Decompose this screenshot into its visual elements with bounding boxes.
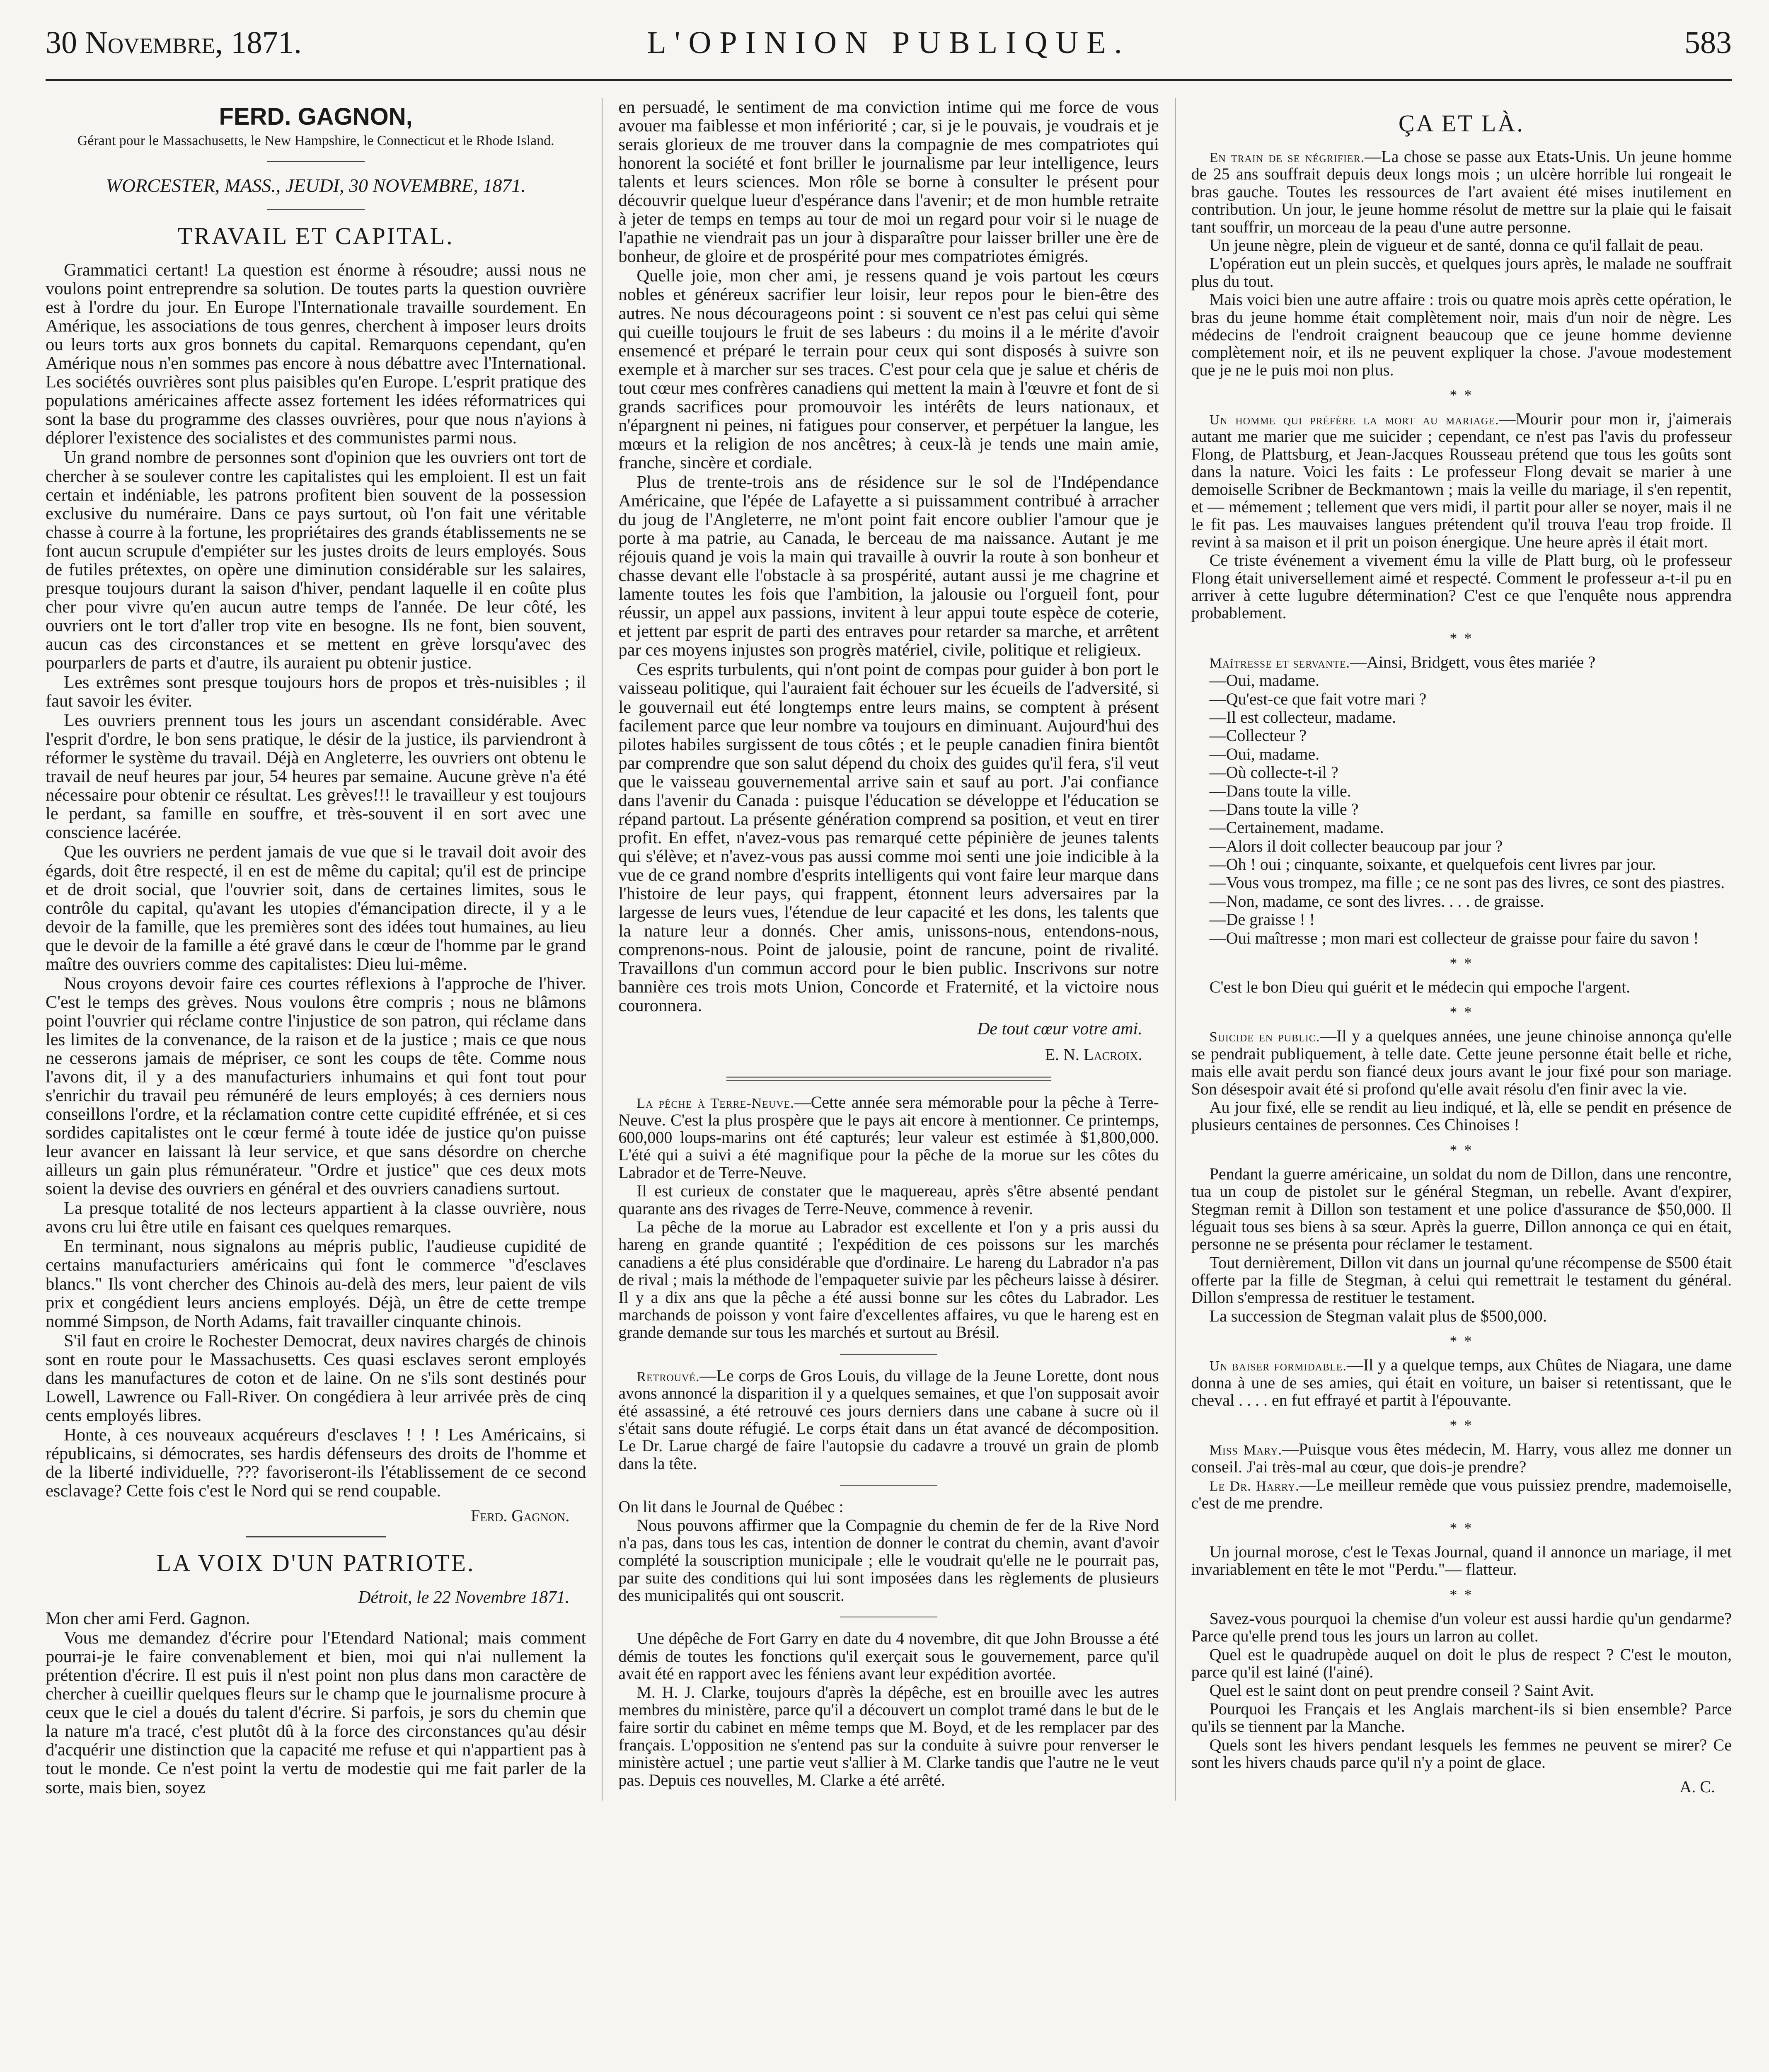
paragraph: Honte, à ces nouveaux acquéreurs d'esclaves ! ! ! Les Américains, si républicains, si démocrates, ses hardis défenseurs des droits de l'homme et de la liberté individuelle, ??? favoriseront-ils l'établissement de ce second esclavage? Cette fois c'est le Nord qui se rend coupable. xyxy=(46,1425,586,1501)
separator-stars: * * xyxy=(1450,1520,1474,1536)
place-date: Détroit, le 22 Novembre 1871. xyxy=(358,1588,570,1607)
question: Quel est le quadrupède auquel on doit le plus de respect ? C'est le mouton, parce qu'il est lainé (l'ainé). xyxy=(1191,1645,1732,1681)
masthead xyxy=(46,17,1732,81)
dialog-line: —Vous vous trompez, ma fille ; ce ne sont pas des livres, ce sont des piastres. xyxy=(1209,873,1725,892)
news-item xyxy=(618,1094,1159,1181)
paragraph: Nous croyons devoir faire ces courtes réflexions à l'approche de l'hiver. C'est le temps des grèves. Nous voulons être compris ; nous ne blâmons point l'ouvrier qui réclame contre l'injustice de son patron, qui réclame dans les limites de la convenance, de la raison et de la justice ; mais ce que nous ne cesserons jamais de mépriser, ce sont les coups de tête. Comme nous l'avons dit, il y a des manufacturiers inhumains et qui font tout pour s'enrichir du travail peu rémunéré de leurs employés; à ces derniers nous conseillons l'ordre, et la réclamation contre cette cupidité effrénée, et si ces sordides capitalistes ont le cœur fermé à toute idée de justice qu'on puisse leur avancer en laissant là leur service, et que sans désordre on cherche ailleurs un gain plus rémunérateur. "Ordre et justice" que ces deux mots soient la devise des ouvriers en général et des ouvriers canadiens surtout. xyxy=(46,973,586,1199)
dialog-line: —Collecteur ? xyxy=(1209,726,1307,745)
letter-closing: De tout cœur votre ami. xyxy=(977,1019,1142,1039)
item: Pendant la guerre américaine, un soldat du nom de Dillon, dans une rencontre, tua un coup de pistolet sur le général Stegman, un rebelle. Avant d'expirer, Stegman remit à Dillon son testament et une police d'assurance de $50,000. Il léguait tous ses biens à sa sœur. Après la guerre, Dillon annonça ce qui en était, personne ne se présenta pour réclamer le testament. xyxy=(1191,1164,1732,1254)
dialog-line: —Alors il doit collecter beaucoup par jour ? xyxy=(1209,836,1503,855)
article-title-voix: LA VOIX D'UN PATRIOTE. xyxy=(156,1549,475,1577)
dialog-line: —Oui, madame. xyxy=(1209,671,1320,690)
item: Au jour fixé, elle se rendit au lieu indiqué, et là, elle se pendit en présence de plusieurs centaines de personnes. Ces Chinoises ! xyxy=(1191,1097,1732,1134)
news-lead: La pêche à Terre-Neuve. xyxy=(636,1096,794,1111)
quebec-paragraph: Nous pouvons affirmer que la Compagnie du chemin de fer de la Rive Nord n'a pas, dans tous les cas, intention de donner le contrat du chemin, avant d'avoir complété la souscription municipale ; elle le voudrait qu'elle ne le pourrait pas, par suite des conditions qui lui sont imposées dans les règlements de plusieurs des municipalités qui ont souscrit. xyxy=(618,1515,1159,1605)
question: Quels sont les hivers pendant lesquels les femmes ne peuvent se mirer? Ce sont les hivers chauds parce qu'il n'y a point de glace. xyxy=(1191,1735,1732,1772)
paragraph: Un grand nombre de personnes sont d'opinion que les ouvriers ont tort de chercher à se soulever contre les capitalistes qui les emploient. Il est un fait certain et indéniable, les patrons profitent bien souvent de la possession exclusive du numéraire. Dans ce pays surtout, où l'on fait une véritable chasse à courre à la fortune, les propriétaires des grands établissements ne se font aucun scrupule d'empiéter sur les justes droits de leurs employés. Sous de futiles prétextes, on opère une diminution considérable sur les salaires, presque toujours durant la saison d'hiver, pendant laquelle il en coûte plus cher pour vivre qu'en aucun autre temps de l'année. De leur côté, les ouvriers ont le tort d'aller trop vite en besogne. Ils ne font, bien souvent, aucun cas des circonstances et se mettent en grève lorsqu'avec des pourparlers de parts et d'autre, ils auraient pu obtenir justice. xyxy=(46,448,586,673)
item-lead: En train de se négrifier. xyxy=(1209,150,1365,165)
item-lead: Un baiser formidable. xyxy=(1209,1358,1347,1374)
separator-stars: * * xyxy=(1450,1417,1474,1434)
salutation: Mon cher ami Ferd. Gagnon. xyxy=(46,1609,250,1629)
question: Savez-vous pourquoi la chemise d'un voleur est aussi hardie qu'un gendarme? Parce qu'elle prend tous les jours un larron au collet. xyxy=(1191,1609,1732,1646)
dialog-line: —Qu'est-ce que fait votre mari ? xyxy=(1209,689,1427,708)
item xyxy=(1191,1027,1732,1098)
item: Mais voici bien une autre affaire : trois ou quatre mois après cette opération, le bras du jeune homme était complètement noir, mais d'un noir de nègre. Les médecins de l'endroit craignent beaucoup que ce jeune homme devienne complètement noir, et ils ne peuvent expliquer la chose. J'avoue modestement que je ne le puis moi non plus. xyxy=(1191,290,1732,379)
issue-date: 30 Novembre, 1871. xyxy=(46,25,302,60)
article-travail-body xyxy=(46,261,586,1500)
item: La succession de Stegman valait plus de $500,000. xyxy=(1209,1306,1547,1325)
columns xyxy=(46,98,1732,1801)
item: Un journal morose, c'est le Texas Journal, quand il annonce un mariage, il met invariablement en tête le mot "Perdu."— flatteur. xyxy=(1191,1542,1732,1579)
item-text: —Puisque vous êtes médecin, M. Harry, vous allez me donner un conseil. J'ai très-mal au cœur, que dois-je prendre? xyxy=(1191,1440,1732,1476)
news-text: La pêche de la morue au Labrador est excellente et l'on y a pris aussi du hareng en grande quantité ; l'expédition de ces poissons sur les marchés canadiens a été plus considérable que d'ordinaire. Le hareng du Labrador n'a pas de rival ; mais la méthode de l'empaqueter suivie par les pêcheurs laisse à désirer. Il y a dix ans que la pêche a été aussi bonne sur les côtes du Labrador. Les marchands de poisson y vont faire d'excellentes affaires, vu que le hareng est en grande demande sur tous les marchés et surtout au Brésil. xyxy=(618,1218,1159,1342)
dialog-line: —Dans toute la ville ? xyxy=(1209,799,1359,818)
paragraph: Une dépêche de Fort Garry en date du 4 novembre, dit que John Brousse a été démis de toutes les fonctions qu'il exerçait sous le gouvernement, parce qu'il avait été en rapport avec les féniens avant leur expédition avortée. xyxy=(618,1629,1159,1683)
news-text: —Cette année sera mémorable pour la pêche à Terre-Neuve. C'est la plus prospère que le pays ait encore à mentionner. Ce printemps, 600,000 loups-marins ont été capturés; leur valeur est estimée à $1,800,000. L'été qui a suivi a été magnifique pour la pêche de la morue sur les côtes du Labrador et de Terre-Neuve. xyxy=(618,1093,1159,1182)
item-lead: Maîtresse et servante. xyxy=(1209,655,1350,671)
column-2 xyxy=(618,98,1175,1801)
dialog-line: —Non, madame, ce sont des livres. . . . de graisse. xyxy=(1209,891,1544,910)
rule xyxy=(726,1077,1051,1081)
dateline: WORCESTER, MASS., JEUDI, 30 NOVEMBRE, 1871. xyxy=(106,175,526,196)
item-lead: Un homme qui préfère la mort au mariage. xyxy=(1209,412,1499,428)
paragraph: en persuadé, le sentiment de ma conviction intime qui me force de vous avouer ma faiblesse et mon infériorité ; car, si je le pouvais, je voudrais et je serais glorieux de me trouver dans la compagnie de mes compatriotes qui honorent la société et font briller le journalisme par leur intelligence, leurs talents et leurs sciences. Mon rôle se borne à consulter le présent pour découvrir quelque lueur d'espérance dans l'avenir; et de mon humble retraite à jeter de temps en temps au tour de moi un regard pour voir si le nuage de l'apathie ne viendrait pas un jour à disparaître pour laisser briller une ère de bonheur, de gloire et de prospérité pour mes compatriotes émigrés. xyxy=(618,97,1159,266)
article-title-travail: TRAVAIL ET CAPITAL. xyxy=(177,223,454,249)
editor-role: Gérant pour le Massachusetts, le New Hampshire, le Connecticut et le Rhode Island. xyxy=(77,133,554,148)
item: Ce triste événement a vivement ému la ville de Platt burg, où le professeur Flong était universellement aimé et respecté. Comment le professeur a-t-il pu en arriver à cette lugubre détermination? C'est ce que l'enquête nous apprendra probablement. xyxy=(1191,551,1732,622)
item: Un jeune nègre, plein de vigueur et de santé, donna ce qu'il fallait de peau. xyxy=(1209,235,1704,254)
paragraph: Quelle joie, mon cher ami, je ressens quand je vois partout les cœurs nobles et généreux sacrifier leur loisir, leur repos pour le bien-être des autres. Ne nous décourageons point : si souvent ce n'est pas celui qui sème qui cueille toujours le fruit de ses labeurs : du moins il a le mérite d'avoir ensemencé et préparé le terrain pour ceux qui sont disposés à suivre son exemple et à marcher sur ses traces. C'est pour cela que je salue et chéris de tout cœur mes confrères canadiens qui mettent la main à l'œuvre et font de si grands sacrifices pour promouvoir les intérêts de leurs nationaux, et n'épargnent ni peines, ni fatigues pour conserver, et perpétuer la langue, les mœurs et la religion de nos ancêtres; à ceux-là je tends une main amie, franche, sincère et cordiale. xyxy=(618,266,1159,472)
news-items xyxy=(618,1094,1159,1789)
dialog-line: —Dans toute la ville. xyxy=(1209,781,1351,800)
proverb: C'est le bon Dieu qui guérit et le médecin qui empoche l'argent. xyxy=(1209,978,1631,997)
section-title-ca-et-la: ÇA ET LÀ. xyxy=(1398,110,1525,137)
dialog-line: —Oui, madame. xyxy=(1209,744,1320,763)
news-item xyxy=(618,1218,1159,1341)
item-text: —Ainsi, Bridgett, vous êtes mariée ? xyxy=(1350,652,1596,671)
paragraph: Grammatici certant! La question est énorme à résoudre; aussi nous ne voulons point entreprendre sa solution. De toutes parts la question ouvrière est à l'ordre du jour. En Europe l'Internationale travaille sourdement. En Amérique, les associations de tous genres, cherchent à imposer leurs droits ou leurs torts aux gros bonnets du capital. Remarquons cependant, qu'en Amérique nous n'en sommes pas encore à nous débattre avec l'International. Les sociétés ouvrières sont plus paisibles qu'en Europe. L'esprit pratique des populations américaines affecte assez fortement les idées réformatrices qui sont la base du programme des classes ouvrières, pour que nous n'ayions à déplorer l'existence des socialistes et des communistes parmi nous. xyxy=(46,260,586,448)
rule xyxy=(840,1354,937,1355)
separator-stars: * * xyxy=(1450,1004,1474,1021)
news-text: Il est curieux de constater que le maquereau, après s'être absenté pendant quarante ans des rivages de Terre-Neuve, commence à revenir. xyxy=(618,1181,1159,1218)
dialog-line: —Où collecte-t-il ? xyxy=(1209,763,1338,782)
item-lead: Le Dr. Harry. xyxy=(1209,1479,1300,1494)
section-signature: A. C. xyxy=(1679,1777,1715,1796)
rule xyxy=(267,161,365,162)
paragraph: S'il faut en croire le Rochester Democrat, deux navires chargés de chinois sont en route pour le Massachusetts. Ces quasi esclaves seront employés dans les manufactures de coton et de laine. On ne s'ils sont destinés pour Lowell, Lawrence ou Fall-River. On congédiera à leur arrivée près de cinq cents employés libres. xyxy=(46,1331,586,1425)
item-text: —Il y a quelques années, une jeune chinoise annonça qu'elle se pendrait publiquement, à telle date. Cette jeune personne était belle et riche, mais elle avait perdu son fiancé deux jours avant le jour fixé pour son mariage. Son désespoir avait été si profond qu'elle avait résolu d'en finir avec la vie. xyxy=(1191,1026,1732,1098)
item-text: —Le meilleur remède que vous puissiez prendre, mademoiselle, c'est de me prendre. xyxy=(1191,1476,1732,1512)
separator-stars: * * xyxy=(1450,1141,1474,1158)
newspaper-title: L'OPINION PUBLIQUE. xyxy=(647,25,1130,60)
paragraph: La presque totalité de nos lecteurs appartient à la classe ouvrière, nous avons cru lui être utile en faisant ces quelques remarques. xyxy=(46,1198,586,1237)
question: Quel est le saint dont on peut prendre conseil ? Saint Avit. xyxy=(1209,1681,1594,1700)
rule xyxy=(267,209,365,210)
separator-stars: * * xyxy=(1450,955,1474,972)
item-lead: Miss Mary. xyxy=(1209,1443,1282,1458)
separator-stars: * * xyxy=(1450,629,1474,646)
dialog xyxy=(1191,672,1732,947)
news-item xyxy=(618,1367,1159,1472)
item xyxy=(1191,410,1732,551)
question: Pourquoi les Français et les Anglais marchent-ils si bien ensemble? Parce qu'ils se tiennent par la Manche. xyxy=(1191,1699,1732,1736)
rule xyxy=(246,1536,386,1537)
dialog-intro xyxy=(1191,654,1732,671)
column-3 xyxy=(1191,98,1732,1801)
item xyxy=(1191,148,1732,236)
letter-signature: E. N. Lacroix. xyxy=(1045,1045,1142,1064)
item xyxy=(1191,1440,1732,1476)
separator-stars: * * xyxy=(1450,1586,1474,1603)
paragraph: Les extrêmes sont presque toujours hors de propos et très-nuisibles ; il faut savoir les éviter. xyxy=(46,673,586,711)
page-number: 583 xyxy=(1684,25,1732,60)
dialog-line: —Certainement, madame. xyxy=(1209,818,1384,837)
news-lead: Retrouvé. xyxy=(636,1369,700,1385)
paragraph: En terminant, nous signalons au mépris public, l'audieuse cupidité de certains manufacturiers américains qui font le commerce "d'esclaves blancs." Ils vont chercher des Chinois au-delà des mers, leur paient de vils prix et congédient leurs anciens employés. Déjà, un être de cette trempe nommé Simpson, de North Adams, fait travailler cinquante chinois. xyxy=(46,1237,586,1331)
dialog-line: —Oui maîtresse ; mon mari est collecteur de graisse pour faire du savon ! xyxy=(1209,928,1699,947)
dialog-line: —Il est collecteur, madame. xyxy=(1209,707,1396,726)
quebec-intro: On lit dans le Journal de Québec : xyxy=(618,1497,844,1516)
separator-stars: * * xyxy=(1450,1333,1474,1350)
paragraph: Que les ouvriers ne perdent jamais de vue que si le travail doit avoir des égards, doit être respecté, il en est de même du capital; qu'il est de principe et de droit social, que l'ouvrier soit, dans de certaines limites, sous le contrôle du capital, qu'avant les utopies d'émancipation directe, il y a le devoir de la famille, que les premières sont des idées tout humaines, au lieu que le devoir de la famille a été gravé dans le cœur de l'homme par le grand maître des ouvriers comme des capitalistes: Dieu lui-même. xyxy=(46,842,586,974)
paragraph: Ces esprits turbulents, qui n'ont point de compas pour guider à bon port le vaisseau politique, qui l'auraient fait échouer sur les écueils de l'adversité, si le gouvernail eut été longtemps entre leurs mains, se comptent à présent facilement parce que leur nombre va toujours en diminuant. Aujourd'hui des pilotes habiles surgissent de tous côtés ; et le peuple canadien finira bientôt par comprendre que son salut dépend du choix des guides qu'il fera, s'il veut que le vaisseau gouvernemental arrive sain et sauf au port. J'ai confiance dans l'avenir du Canada : puisque l'éducation se développe et l'éducation se répand partout. La présente génération comprend sa position, et veut en tirer profit. En effet, n'avez-vous pas remarqué cette pépinière de jeunes talents qui s'élève; et n'avez-vous pas aussi comme moi senti une joie indicible à la vue de ce grand nombre d'esprits intelligents qui vont faire leur marque dans l'histoire de leur pays, qui frappent, étonnent leurs adversaires par la largesse de leurs vues, l'étendue de leur capacité et les dons, les talents que la nature leur a donnés. Cher amis, unissons-nous, entendons-nous, comprenons-nous. Point de jalousie, point de rancune, point de rivalité. Travaillons d'un commun accord pour le bien public. Inscrivons sur notre bannière ces trois mots Union, Concorde et Fraternité, et la victoire nous couronnera. xyxy=(618,660,1159,1016)
item: Tout dernièrement, Dillon vit dans un journal qu'une récompense de $500 était offerte par la fille de Stegman, à celui qui remettrait le testament du général. Dillon s'empressa de restituer le testament. xyxy=(1191,1253,1732,1307)
rule xyxy=(840,1485,937,1486)
editor-name: FERD. GAGNON, xyxy=(219,103,413,130)
item-text: —Mourir pour mon ir, j'aimerais autant me marier que me suicider ; cependant, ce n'est pas l'avis du professeur Flong, de Plattsburg, et Jean-Jacques Rousseau prétend que tous les goûts sont dans la nature. Voici les faits : Le professeur Flong devait se marier à une demoiselle Scribner de Beckmantown ; mais la veille du mariage, il s'en repentit, et — mémement ; tellement que vers midi, il partit pour aller se noyer, mais il ne le fit pas. Les mauvaises langues prétendent qu'il trouva l'eau trop froide. Il revint à sa maison et il prit un poison énergique. Une heure après il était mort. xyxy=(1191,409,1732,551)
article-signature: Ferd. Gagnon. xyxy=(471,1506,570,1525)
item-text: —La chose se passe aux Etats-Unis. Un jeune homme de 25 ans souffrait depuis deux longs mois ; un ulcère horrible lui rongeait le bras gauche. Toutes les ressources de l'art avaient été mises inutilement en contribution. Un jour, le jeune homme résolut de mettre sur la plaie qui le faisait tant souffrir, un morceau de la peau d'une autre personne. xyxy=(1191,147,1732,236)
item-text: —Il y a quelque temps, aux Chûtes de Niagara, une dame donna à une de ses amies, qui était en voiture, un baiser si retentissant, que le cheval . . . . en fut effrayé et partit à l'épouvante. xyxy=(1191,1356,1732,1410)
column-1 xyxy=(46,98,603,1801)
item xyxy=(1191,1356,1732,1409)
item: L'opération eut un plein succès, et quelques jours après, le malade ne souffrait plus du tout. xyxy=(1191,254,1732,290)
dialog-line: —De graisse ! ! xyxy=(1209,910,1315,929)
paragraph: Vous me demandez d'écrire pour l'Etendard National; mais comment pourrai-je le faire convenablement et bien, moi qui n'ai nullement la prétention d'écrire. Il est puis il n'est point non plus dans mon caractère de chercher à cueillir quelques fleurs sur le champ que le journalisme procure à ceux que le ciel a doués du talent d'écrire. Si parfois, je sors du chemin que la nature m'a tracé, c'est plutôt dû à la force des circonstances qu'au désir d'acquérir une distinction que la capacité me refuse et qui n'appartient pas à tout le monde. Ce n'est point la vertu de modestie qui me fait parler de la sorte, mais bien, soyez xyxy=(46,1628,586,1797)
separator-stars: * * xyxy=(1450,387,1474,404)
news-text: —Le corps de Gros Louis, du village de la Jeune Lorette, dont nous avons annoncé la disparition il y a quelques semaines, et que l'on supposait avoir été assassiné, a été retrouvé ces jours derniers dans une cabane à sucre où il s'était sans doute réfugié. Le corps était dans un état avancé de décomposition. Le Dr. Larue chargé de faire l'autopsie du cadavre a trouvé un grain de plomb dans la tête. xyxy=(618,1366,1159,1473)
news-item xyxy=(618,1182,1159,1218)
paragraph: Les ouvriers prennent tous les jours un ascendant considérable. Avec l'esprit d'ordre, le bon sens pratique, le désir de la justice, ils parviendront à réformer le système du travail. Déjà en Angleterre, les ouvriers ont obtenu le travail de neuf heures par jour, 54 heures par semaine. Aucune grève n'a été nécessaire pour obtenir ce résultat. Les grèves!!! le travailleur y est toujours le perdant, sa famille en souffre, et très-souvent il en sort avec une conscience lacérée. xyxy=(46,711,586,842)
paragraph: Plus de trente-trois ans de résidence sur le sol de l'Indépendance Américaine, que l'épée de Lafayette a si puissamment contribué à arracher du joug de l'Angleterre, ne m'ont point fait encore oublier l'amour que je porte à ma patrie, au Canada, le berceau de ma naissance. Autant je me réjouis quand je vois la main qui travaille à ouvrir la route à son bonheur et chasse devant elle l'obstacle à sa prospérité, autant aussi je me chagrine et lamente toutes les fois que l'ambition, la jalousie ou l'orgueil font, pour réussir, un appel aux passions, invitent à leur appui toute espèce de coterie, et jettent par esprit de parti des entraves pour retarder sa marche, et arrêtent par ces moyens injustes son progrès matériel, civile, politique et religieux. xyxy=(618,472,1159,660)
item-lead: Suicide en public. xyxy=(1209,1029,1320,1045)
dialog-line: —Oh ! oui ; cinquante, soixante, et quelquefois cent livres par jour. xyxy=(1209,855,1656,874)
item xyxy=(1191,1477,1732,1512)
paragraph: M. H. J. Clarke, toujours d'après la dépêche, est en brouille avec les autres membres du ministère, parce qu'il a découvert un complot tramé dans le but de le faire sortir du cabinet en même temps que M. Boyd, et de les remplacer par des français. L'opposition ne s'entend pas sur la conduite à suivre pour renverser le ministère actuel ; une partie veut s'allier à M. Clarke tandis que l'autre ne le veut pas. Depuis ces nouvelles, M. Clarke a été arrêté. xyxy=(618,1682,1159,1789)
